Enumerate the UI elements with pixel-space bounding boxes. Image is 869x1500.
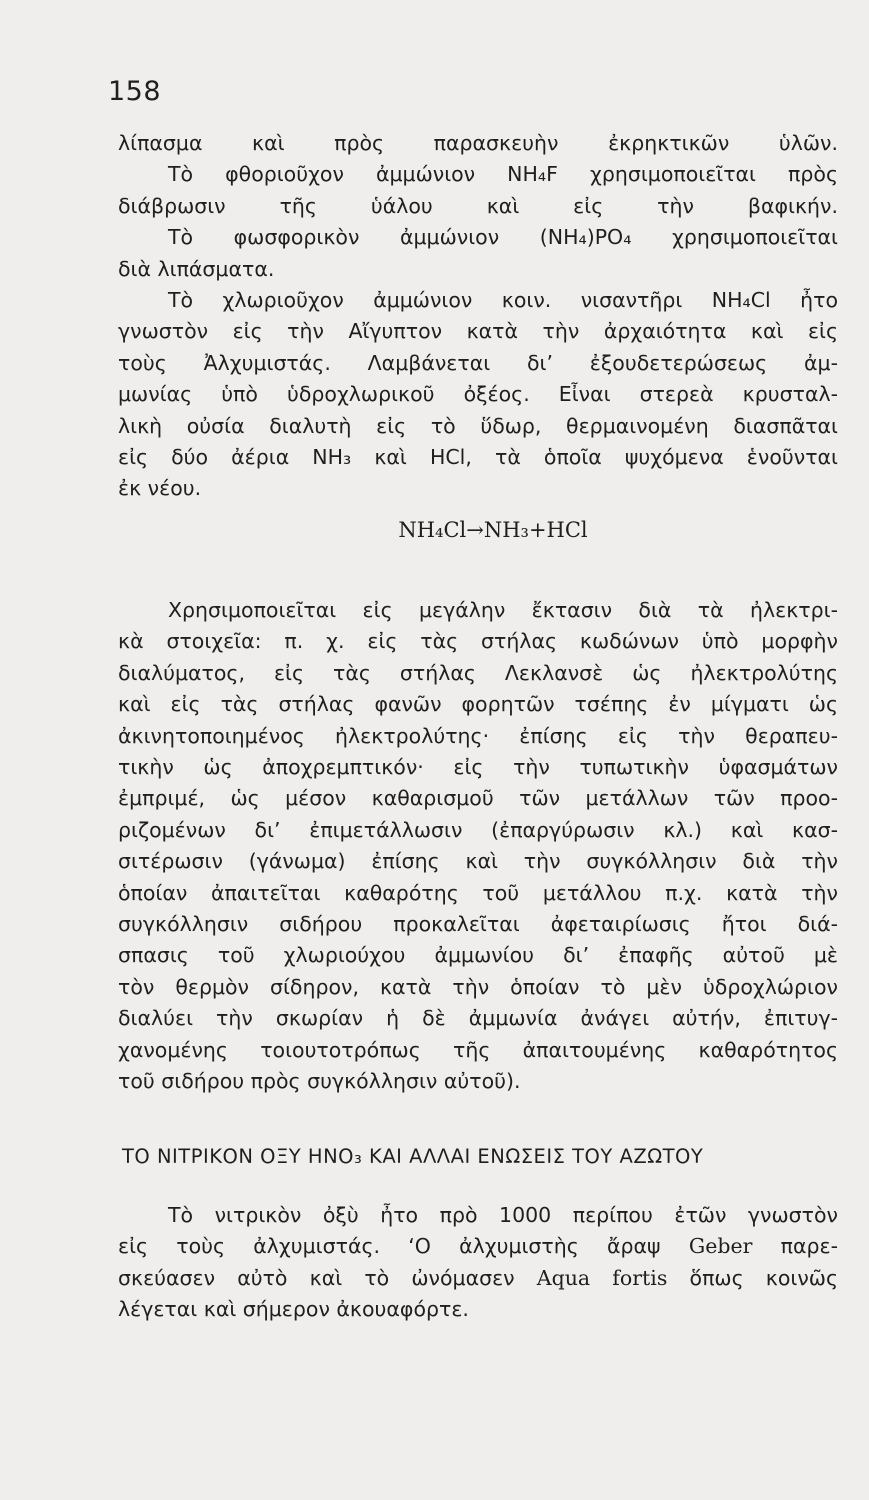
text-span: παρε- — [780, 1234, 838, 1259]
section-heading: ΤΟ ΝΙΤΡΙΚΟΝ ΟΞΥ ΗΝΟ₃ ΚΑΙ ΑΛΛΑΙ ΕΝΩΣΕΙΣ ΤΟΥ ΑΖΩΤΟΥ — [122, 1145, 704, 1168]
text-line: ἐμπριμέ, ὡς μέσον καθαρισμοῦ τῶν μετάλλων τῶν προο- — [118, 786, 838, 811]
text-line: γνωστὸν εἰς τὴν Αἴγυπτον κατὰ τὴν ἀρχαιότητα καὶ εἰς — [118, 319, 838, 344]
latin-name: Aqua fortis — [536, 1265, 668, 1290]
latin-name: Geber — [688, 1234, 753, 1259]
chemical-formula: NH₄Cl→NH₃+HCl — [398, 517, 588, 542]
text-line: Χρησιμοποιεῖται εἰς μεγάλην ἔκτασιν διὰ τὰ ἠλεκτρι- — [168, 598, 838, 622]
text-line: εἰς δύο ἀέρια NH₃ καὶ HCl, τὰ ὁποῖα ψυχόμενα ἑνοῦνται — [118, 445, 838, 470]
text-line: τοὺς Ἀλχυμιστάς. Λαμβάνεται δι’ ἐξουδετερώσεως ἀμ- — [118, 350, 838, 375]
text-line: Τὸ φωσφορικὸν ἀμμώνιον (NH₄)PO₄ χρησιμοποιεῖται — [168, 225, 838, 250]
text-span: εἰς τοὺς ἀλχυμιστάς. ‘Ο ἀλχυμιστὴς ἄραψ — [118, 1234, 661, 1259]
text-line: καὶ εἰς τὰς στήλας φανῶν φορητῶν τσέπης ἐν μίγματι ὡς — [118, 692, 838, 717]
paragraph-ammonium-salts — [118, 128, 838, 560]
text-line: σιτέρωσιν (γάνωμα) ἐπίσης καὶ τὴν συγκόλλησιν διὰ τὴν — [118, 849, 838, 874]
text-line: λέγεται καὶ σήμερον ἀκουαφόρτε. — [118, 1297, 469, 1322]
page-number: 158 — [108, 76, 162, 107]
text-line — [118, 1263, 838, 1294]
text-span: σκεύασεν αὐτὸ καὶ τὸ ὠνόμασεν — [118, 1265, 515, 1290]
text-line: συγκόλλησιν σιδήρου προκαλεῖται ἀφεταιρίωσις ἤτοι διά- — [118, 912, 838, 937]
text-line: σπασις τοῦ χλωριούχου ἀμμωνίου δι’ ἐπαφῆς αὐτοῦ μὲ — [118, 943, 838, 968]
text-line: Τὸ χλωριοῦχον ἀμμώνιον κοιν. νισαντῆρι NH₄Cl ἦτο — [168, 288, 838, 313]
text-line: ἀκινητοποιημένος ἠλεκτρολύτης· ἐπίσης εἰς τὴν θεραπευ- — [118, 723, 838, 748]
text-line: λικὴ οὐσία διαλυτὴ εἰς τὸ ὕδωρ, θερμαινομένη διασπᾶται — [118, 413, 838, 438]
text-line: διάβρωσιν τῆς ὑάλου καὶ εἰς τὴν βαφικήν. — [118, 193, 838, 218]
text-line: μωνίας ὑπὸ ὑδροχλωρικοῦ ὀξέος. Εἶναι στερεὰ κρυσταλ- — [118, 382, 838, 407]
paragraph-nitric-acid — [118, 1200, 838, 1326]
text-line: τικὴν ὡς ἀποχρεμπτικόν· εἰς τὴν τυπωτικὴν ὑφασμάτων — [118, 755, 838, 780]
text-line: Τὸ νιτρικὸν ὀξὺ ἦτο πρὸ 1000 περίπου ἐτῶν γνωστὸν — [168, 1203, 838, 1227]
text-line: ἐκ νέου. — [118, 476, 202, 501]
text-line: κὰ στοιχεῖα: π. χ. εἰς τὰς στήλας κωδώνων ὑπὸ μορφὴν — [118, 629, 838, 654]
text-line: χανομένης τοιουτοτρόπως τῆς ἀπαιτουμένης καθαρότητος — [118, 1037, 838, 1062]
text-line: λίπασμα καὶ πρὸς παρασκευὴν ἐκρηκτικῶν ὑλῶν. — [118, 131, 838, 155]
text-line: Τὸ φθοριοῦχον ἀμμώνιον NH₄F χρησιμοποιεῖται πρὸς — [168, 162, 838, 187]
text-span: ὅπως κοινῶς — [689, 1265, 838, 1290]
text-line — [118, 1231, 838, 1262]
text-line: τοῦ σιδήρου πρὸς συγκόλλησιν αὐτοῦ). — [118, 1069, 521, 1094]
paragraph-uses — [118, 595, 838, 1098]
text-line: ὁποίαν ἀπαιτεῖται καθαρότης τοῦ μετάλλου π.χ. κατὰ τὴν — [118, 880, 838, 905]
text-line: διαλύματος, εἰς τὰς στήλας Λεκλανσὲ ὡς ἠλεκτρολύτης — [118, 660, 838, 685]
text-line: τὸν θερμὸν σίδηρον, κατὰ τὴν ὁποίαν τὸ μὲν ὑδροχλώριον — [118, 974, 838, 999]
text-line: διαλύει τὴν σκωρίαν ἡ δὲ ἀμμωνία ἀνάγει αὐτήν, ἐπιτυγ- — [118, 1006, 838, 1031]
text-line: ριζομένων δι’ ἐπιμετάλλωσιν (ἐπαργύρωσιν κλ.) καὶ κασ- — [118, 817, 838, 842]
text-line: διὰ λιπάσματα. — [118, 256, 275, 281]
